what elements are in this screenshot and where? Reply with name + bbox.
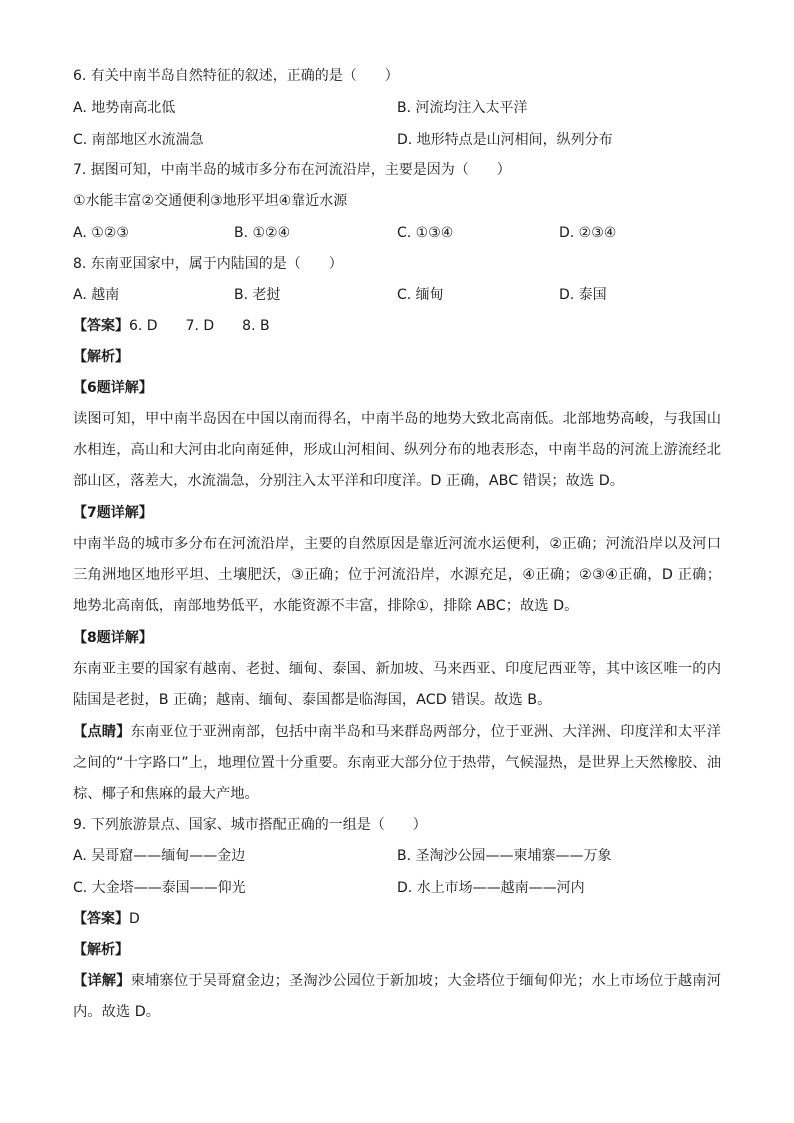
question-6-option-c: C. 南部地区水流湍急: [73, 132, 204, 148]
analysis-2-tag: 【解析】: [73, 942, 129, 958]
analysis-tag: 【解析】: [73, 349, 129, 365]
question-7-option-d: D. ②③④: [559, 225, 617, 241]
detail-7-tag: 【7题详解】: [73, 505, 153, 521]
dianjing-block: [73, 717, 721, 810]
question-8-option-b: B. 老挝: [234, 287, 281, 303]
answer-block-2: [73, 909, 140, 929]
question-8-option-c: C. 缅甸: [397, 287, 444, 303]
question-9-option-d: D. 水上市场——越南——河内: [397, 880, 585, 896]
question-6-option-a: A. 地势南高北低: [73, 100, 176, 116]
question-8-option-d: D. 泰国: [559, 287, 607, 303]
detail-7-text: 中南半岛的城市多分布在河流沿岸，主要的自然原因是靠近河流水运便利，②正确；河流沿岸以及河口三角洲地区地形平坦、土壤肥沃，③正确；位于河流沿岸，水源充足，④正确；②③④正确，D 正确；地势北高南低，南部地势低平，水能资源不丰富，排除①，排除 ABC；故选 D。: [73, 536, 721, 614]
dianjing-tag: 【点睛】: [73, 724, 131, 740]
detail-9-tag: 【详解】: [73, 973, 131, 989]
question-7-stem: 7. 据图可知，中南半岛的城市多分布在河流沿岸，主要是因为（ ）: [73, 162, 511, 178]
question-8-option-a: A. 越南: [73, 287, 120, 303]
detail-9-block: [73, 966, 721, 1028]
detail-9-text: 柬埔寨位于吴哥窟金边；圣淘沙公园位于新加坡；大金塔位于缅甸仰光；水上市场位于越南河内。故选 D。: [73, 973, 721, 1020]
question-7-option-c: C. ①③④: [397, 225, 454, 241]
detail-8-text: 东南亚主要的国家有越南、老挝、缅甸、泰国、新加坡、马来西亚、印度尼西亚等，其中该区唯一的内陆国是老挝，B 正确；越南、缅甸、泰国都是临海国，ACD 错误。故选 B。: [73, 661, 721, 708]
detail-6-text: 读图可知，甲中南半岛因在中国以南而得名，中南半岛的地势大致北高南低。北部地势高峻，与我国山水相连，高山和大河由北向南延伸，形成山河相间、纵列分布的地表形态，中南半岛的河流上游流经北部山区，落差大，水流湍急，分别注入太平洋和印度洋。D 正确，ABC 错误；故选 D。: [73, 411, 721, 489]
question-8-stem: 8. 东南亚国家中，属于内陆国的是（ ）: [73, 256, 343, 272]
question-9-option-c: C. 大金塔——泰国——仰光: [73, 880, 246, 896]
dianjing-text: 东南亚位于亚洲南部，包括中南半岛和马来群岛两部分，位于亚洲、大洋洲、印度洋和太平洋之间的“十字路口”上，地理位置十分重要。东南亚大部分位于热带，气候湿热，是世界上天然橡胶、油棕、椰子和焦麻的最大产地。: [73, 724, 721, 802]
question-6-option-b: B. 河流均注入太平洋: [397, 100, 528, 116]
question-7-choices: ①水能丰富②交通便利③地形平坦④靠近水源: [73, 193, 348, 209]
detail-8-tag: 【8题详解】: [73, 630, 153, 646]
answer-tag: 【答案】: [73, 318, 129, 334]
answer-2-tag: 【答案】: [73, 911, 129, 927]
question-9-option-a: A. 吴哥窟——缅甸——金边: [73, 848, 246, 864]
answer-text: 6. D 7. D 8. B: [129, 318, 270, 334]
question-7-option-a: A. ①②③: [73, 225, 129, 241]
answer-2-text: D: [129, 911, 140, 927]
question-7-option-b: B. ①②④: [234, 225, 291, 241]
detail-6-tag: 【6题详解】: [73, 380, 153, 396]
question-6-stem: 6. 有关中南半岛自然特征的叙述，正确的是（ ）: [73, 68, 399, 84]
answer-block-1: [73, 316, 270, 336]
question-9-option-b: B. 圣淘沙公园——柬埔寨——万象: [397, 848, 612, 864]
question-6-option-d: D. 地形特点是山河相间，纵列分布: [397, 132, 613, 148]
question-9-stem: 9. 下列旅游景点、国家、城市搭配正确的一组是（ ）: [73, 817, 427, 833]
